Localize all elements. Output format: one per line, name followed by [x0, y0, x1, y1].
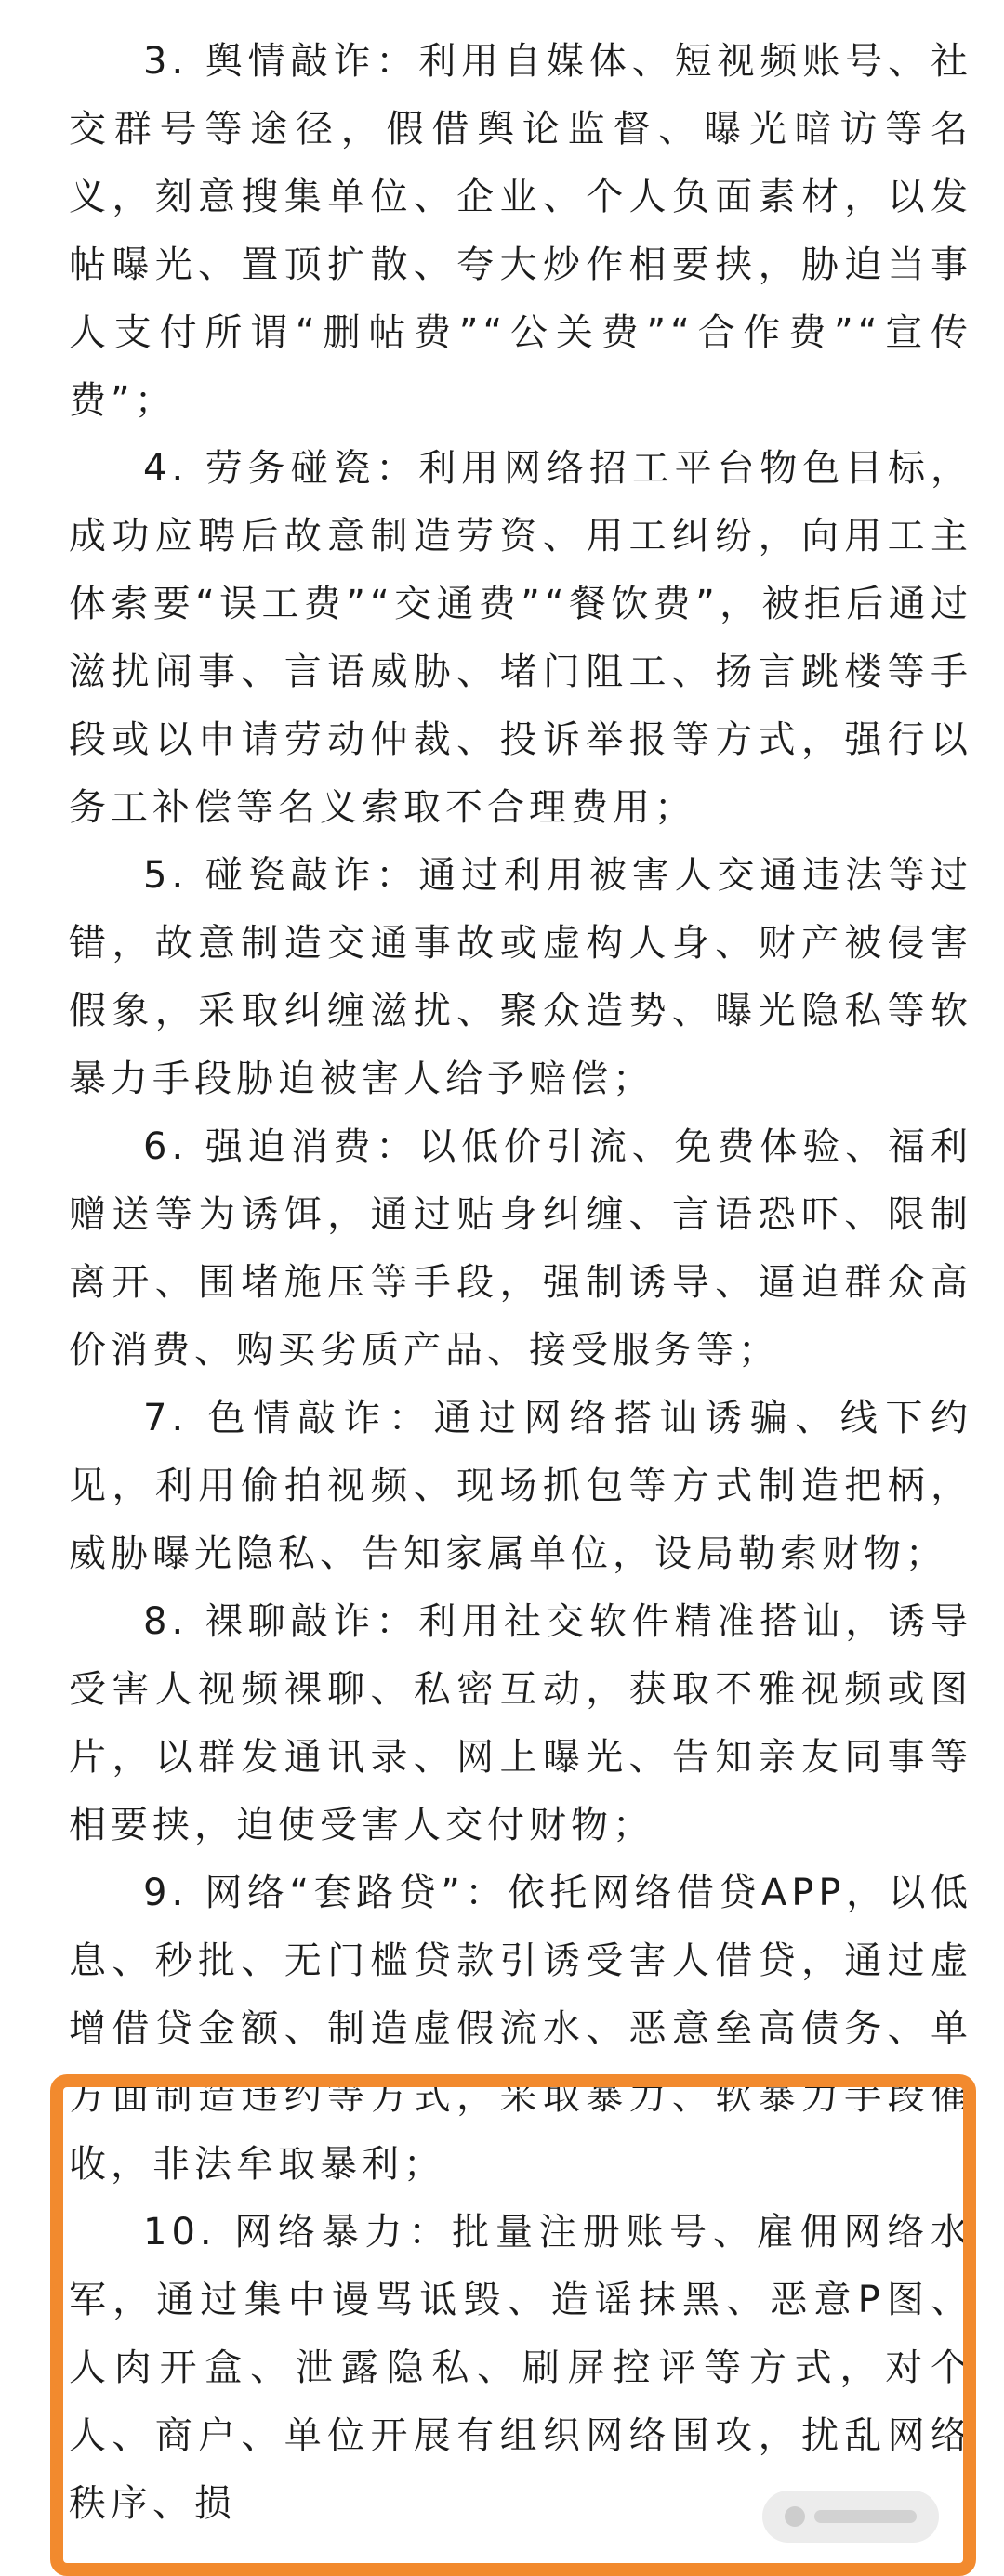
item-5-paragraph: 5. 碰瓷敲诈：通过利用被害人交通违法等过错，故意制造交通事故或虚构人身、财产被侵害假象，采取纠缠滋扰、聚众造势、曝光隐私等软暴力手段胁迫被害人给予赔偿； [69, 854, 972, 1100]
item-8-paragraph: 8. 裸聊敲诈：利用社交软件精准搭讪，诱导受害人视频裸聊、私密互动，获取不雅视频或图片，以群发通讯录、网上曝光、告知亲友同事等相要挟，迫使受害人交付财物； [69, 1600, 972, 1847]
item-3-paragraph: 3. 舆情敲诈：利用自媒体、短视频账号、社交群号等途径，假借舆论监督、曝光暗访等名义，刻意搜集单位、企业、个人负面素材，以发帖曝光、置顶扩散、夸大炒作相要挟，胁迫当事人支付所谓“删帖费”“公关费”“合作费”“宣传费”； [69, 40, 972, 422]
watermark-logo-icon [762, 2491, 939, 2543]
item-9-paragraph: 9. 网络“套路贷”：依托网络借贷APP，以低息、秒批、无门槛贷款引诱受害人借贷，通过虚增借贷金额、制造虚假流水、恶意垒高债务、单方面制造违约等方式，采取暴力、软暴力手段催收，非法牟取暴利； [69, 1872, 972, 2186]
watermark-text-blur [814, 2510, 917, 2523]
item-4-paragraph: 4. 劳务碰瓷：利用网络招工平台物色目标，成功应聘后故意制造劳资、用工纠纷，向用工主体索要“误工费”“交通费”“餐饮费”，被拒后通过滋扰闹事、言语威胁、堵门阻工、扬言跳楼等手段或以申请劳动仲裁、投诉举报等方式，强行以务工补偿等名义索取不合理费用； [69, 447, 972, 829]
watermark-dot-icon [785, 2506, 805, 2527]
item-10-paragraph: 10. 网络暴力：批量注册账号、雇佣网络水军，通过集中谩骂诋毁、造谣抹黑、恶意P图、人肉开盒、泄露隐私、刷屏控评等方式，对个人、商户、单位开展有组织网络围攻，扰乱网络秩序、损 [69, 2211, 972, 2525]
item-7-paragraph: 7. 色情敲诈：通过网络搭讪诱骗、线下约见，利用偷拍视频、现场抓包等方式制造把柄，威胁曝光隐私、告知家属单位，设局勒索财物； [69, 1397, 972, 1575]
item-6-paragraph: 6. 强迫消费：以低价引流、免费体验、福利赠送等为诱饵，通过贴身纠缠、言语恐吓、限制离开、围堵施压等手段，强制诱导、逼迫群众高价消费、购买劣质产品、接受服务等； [69, 1125, 972, 1372]
